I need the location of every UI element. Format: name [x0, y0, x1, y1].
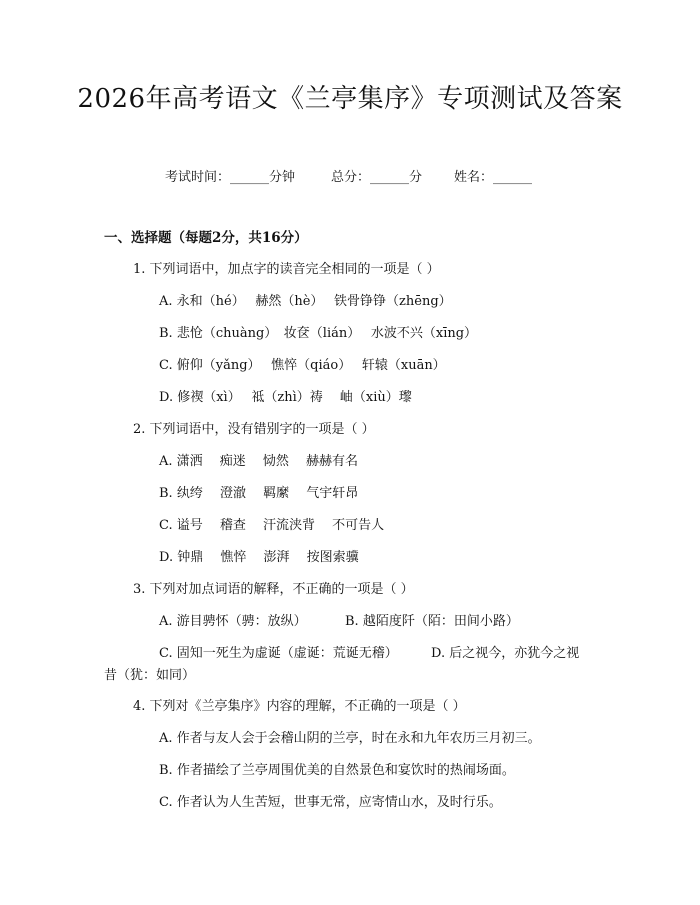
exam-time-field: 考试时间：______分钟 [165, 170, 296, 185]
question-1-option-c: C. 俯仰（yǎng） 憔悴（qiáo） 轩辕（xuān） [159, 358, 446, 373]
question-4-option-b: B. 作者描绘了兰亭周围优美的自然景色和宴饮时的热闹场面。 [159, 763, 515, 778]
section-heading: 一、选择题（每题2分，共16分） [104, 230, 308, 246]
name-field: 姓名：______ [454, 170, 533, 185]
question-4-option-c: C. 作者认为人生苦短，世事无常，应寄情山水，及时行乐。 [159, 795, 502, 810]
question-4-option-a: A. 作者与友人会于会稽山阴的兰亭，时在永和九年农历三月初三。 [159, 731, 541, 746]
question-2-option-c: C. 谥号 稽查 汗流浃背 不可告人 [159, 518, 385, 533]
question-1-option-a: A. 永和（hé） 赫然（hè） 铁骨铮铮（zhēng） [159, 294, 452, 309]
question-2-stem: 2. 下列词语中，没有错别字的一项是（ ） [133, 422, 375, 437]
question-1-stem: 1. 下列词语中，加点字的读音完全相同的一项是（ ） [133, 262, 440, 277]
document-title: 2026年高考语文《兰亭集序》专项测试及答案 [77, 84, 623, 114]
total-score-field: 总分：______分 [331, 170, 423, 185]
question-3-option-a: A. 游目骋怀（骋：放纵） [159, 614, 307, 629]
question-4-stem: 4. 下列对《兰亭集序》内容的理解，不正确的一项是（ ） [133, 699, 466, 714]
question-3-option-d: D. 后之视今，亦犹今之视 [431, 646, 580, 661]
question-2-option-a: A. 潇洒 痴迷 恸然 赫赫有名 [159, 454, 359, 469]
question-3-option-d-continued: 昔（犹：如同） [104, 668, 196, 683]
question-1-option-b: B. 悲怆（chuàng） 妆奁（lián） 水波不兴（xīng） [159, 326, 478, 341]
question-3-option-b: B. 越陌度阡（陌：田间小路） [345, 614, 519, 629]
question-2-option-d: D. 钟鼎 憔悴 澎湃 按图索骥 [159, 550, 359, 565]
question-2-option-b: B. 纨绔 澄澈 羁縻 气宇轩昂 [159, 486, 359, 501]
question-3-option-c: C. 固知一死生为虚诞（虚诞：荒诞无稽） [159, 646, 398, 661]
question-1-option-d: D. 修禊（xì） 祗（zhì）祷 岫（xiù）瓈 [159, 390, 412, 405]
question-3-stem: 3. 下列对加点词语的解释，不正确的一项是（ ） [133, 582, 414, 597]
